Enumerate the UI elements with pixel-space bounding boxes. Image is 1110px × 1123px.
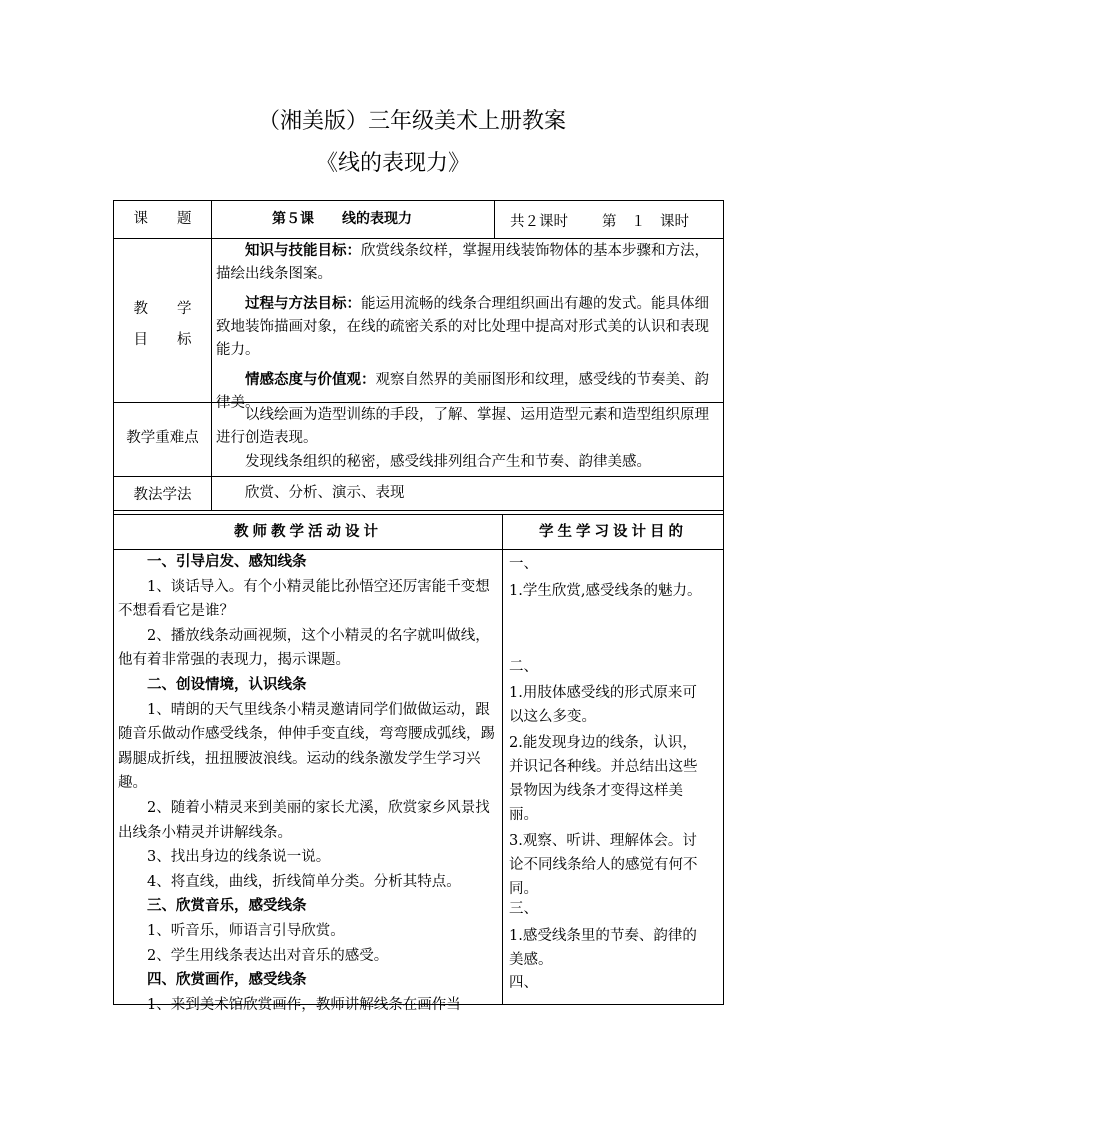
teacher-activity-header-cell bbox=[114, 520, 502, 543]
section-heading: 一、引导启发、感知线条 bbox=[147, 553, 307, 570]
list-item: 1、来到美术馆欣赏画作，教师讲解线条在画作当 bbox=[147, 996, 461, 1013]
table-border-right bbox=[723, 200, 724, 1005]
list-item: 1、听音乐，师语言引导欣赏。 bbox=[147, 922, 345, 939]
student-purpose-item bbox=[509, 681, 709, 901]
total-hours: 共２课时 bbox=[510, 214, 568, 230]
student-purpose-header: 学生学习设计目的 bbox=[539, 523, 687, 540]
section-heading: 四、欣赏画作，感受线条 bbox=[147, 971, 307, 989]
goal-heading: 过程与方法目标： bbox=[245, 295, 361, 312]
goals-label-line1: 教 学 bbox=[133, 301, 192, 317]
list-item: 4、将直线，曲线，折线简单分类。分析其特点。 bbox=[147, 873, 461, 890]
lesson-label-cell bbox=[114, 208, 211, 231]
col-divider bbox=[502, 514, 503, 1005]
document-subtitle: 《线的表现力》 bbox=[316, 151, 471, 176]
student-purpose-heading-4: 四、 bbox=[509, 975, 538, 991]
student-purpose-heading-3: 三、 bbox=[509, 901, 538, 917]
methods-text: 欣赏、分析、演示、表现 bbox=[245, 485, 405, 501]
goal-heading: 知识与技能目标： bbox=[245, 242, 361, 259]
list-item: 1、谈话导入。有个小精灵能比孙悟空还厉害能千变想不想看看它是谁？ bbox=[118, 578, 490, 620]
keypoints-paragraph-1: 以线绘画为造型训练的手段，了解、掌握、运用造型元素和造型组织原理进行创造表现。 bbox=[216, 407, 709, 446]
list-item: 2、随着小精灵来到美丽的家长尤溪，欣赏家乡风景找出线条小精灵并讲解线条。 bbox=[118, 799, 490, 841]
list-item: 2、播放线条动画视频，这个小精灵的名字就叫做线，他有着非常强的表现力，揭示课题。 bbox=[118, 627, 490, 669]
purpose-text: 3.观察、听讲、理解体会。讨论不同线条给人的感觉有何不同。 bbox=[509, 833, 698, 897]
lesson-title: 第５课 线的表现力 bbox=[272, 211, 412, 227]
row-divider bbox=[113, 510, 724, 511]
section-heading: 二、创设情境，认识线条 bbox=[147, 675, 307, 693]
row-divider bbox=[113, 476, 724, 477]
goal-text: 观察自然界的美丽图形和纹理，感受线的节奏美、韵律美。 bbox=[216, 372, 709, 411]
keypoints-label-cell bbox=[114, 427, 211, 450]
document-title: （湘美版）三年级美术上册教案 bbox=[258, 109, 567, 134]
keypoints-label: 教学重难点 bbox=[126, 430, 199, 446]
list-item: 3、找出身边的线条说一说。 bbox=[147, 849, 331, 866]
lesson-label: 课 题 bbox=[133, 211, 192, 227]
goals-label-line2: 目 标 bbox=[133, 332, 192, 348]
methods-content bbox=[245, 482, 715, 505]
keypoints-paragraph-2: 发现线条组织的秘密，感受线排列组合产生和节奏、韵律美感。 bbox=[245, 454, 651, 470]
list-item: 2、学生用线条表达出对音乐的感受。 bbox=[147, 947, 389, 964]
student-purpose-heading-2: 二、 bbox=[509, 659, 538, 675]
student-purpose-heading-1: 一、 bbox=[509, 556, 538, 572]
goal-item bbox=[216, 239, 718, 286]
col-divider bbox=[211, 200, 212, 511]
goals-label-cell bbox=[114, 294, 211, 356]
col-divider bbox=[494, 200, 495, 239]
goal-item bbox=[216, 292, 718, 362]
teacher-activity-content bbox=[118, 550, 498, 1013]
section-heading: 三、欣赏音乐，感受线条 bbox=[147, 897, 307, 915]
purpose-text: 1.用肢体感受线的形式原来可以这么多变。 bbox=[509, 685, 697, 725]
goals-content bbox=[216, 239, 718, 415]
lesson-title-cell bbox=[272, 208, 494, 231]
goal-text: 欣赏线条纹样，掌握用线装饰物体的基本步骤和方法，描绘出线条图案。 bbox=[216, 243, 709, 282]
keypoints-content bbox=[216, 404, 718, 474]
row-divider bbox=[113, 514, 724, 515]
current-hour: 第 １ 课时 bbox=[602, 214, 689, 230]
table-border-top bbox=[113, 200, 724, 201]
goal-heading: 情感态度与价值观： bbox=[245, 371, 376, 388]
goal-text: 能运用流畅的线条合理组织画出有趣的发式。能具体细致地装饰描画对象，在线的疏密关系的对比处理中提高对形式美的认识和表现能力。 bbox=[216, 296, 709, 358]
methods-label-cell bbox=[114, 484, 211, 507]
list-item: 1、晴朗的天气里线条小精灵邀请同学们做做运动，跟随音乐做动作感受线条，伸伸手变直线，弯弯腰成弧线，踢踢腿成折线，扭扭腰波浪线。运动的线条激发学生学习兴趣。 bbox=[118, 701, 495, 792]
teacher-activity-header: 教师教学活动设计 bbox=[234, 523, 382, 540]
methods-label: 教法学法 bbox=[133, 487, 192, 503]
purpose-text: 2.能发现身边的线条，认识，并识记各种线。并总结出这些景物因为线条才变得这样美丽。 bbox=[509, 735, 698, 823]
student-purpose-item: 1.感受线条里的节奏、韵律的美感。 bbox=[509, 928, 697, 968]
student-purpose-header-cell bbox=[503, 520, 723, 543]
student-purpose-item: 1.学生欣赏,感受线条的魅力。 bbox=[509, 583, 702, 599]
lesson-hours-cell bbox=[510, 211, 720, 234]
